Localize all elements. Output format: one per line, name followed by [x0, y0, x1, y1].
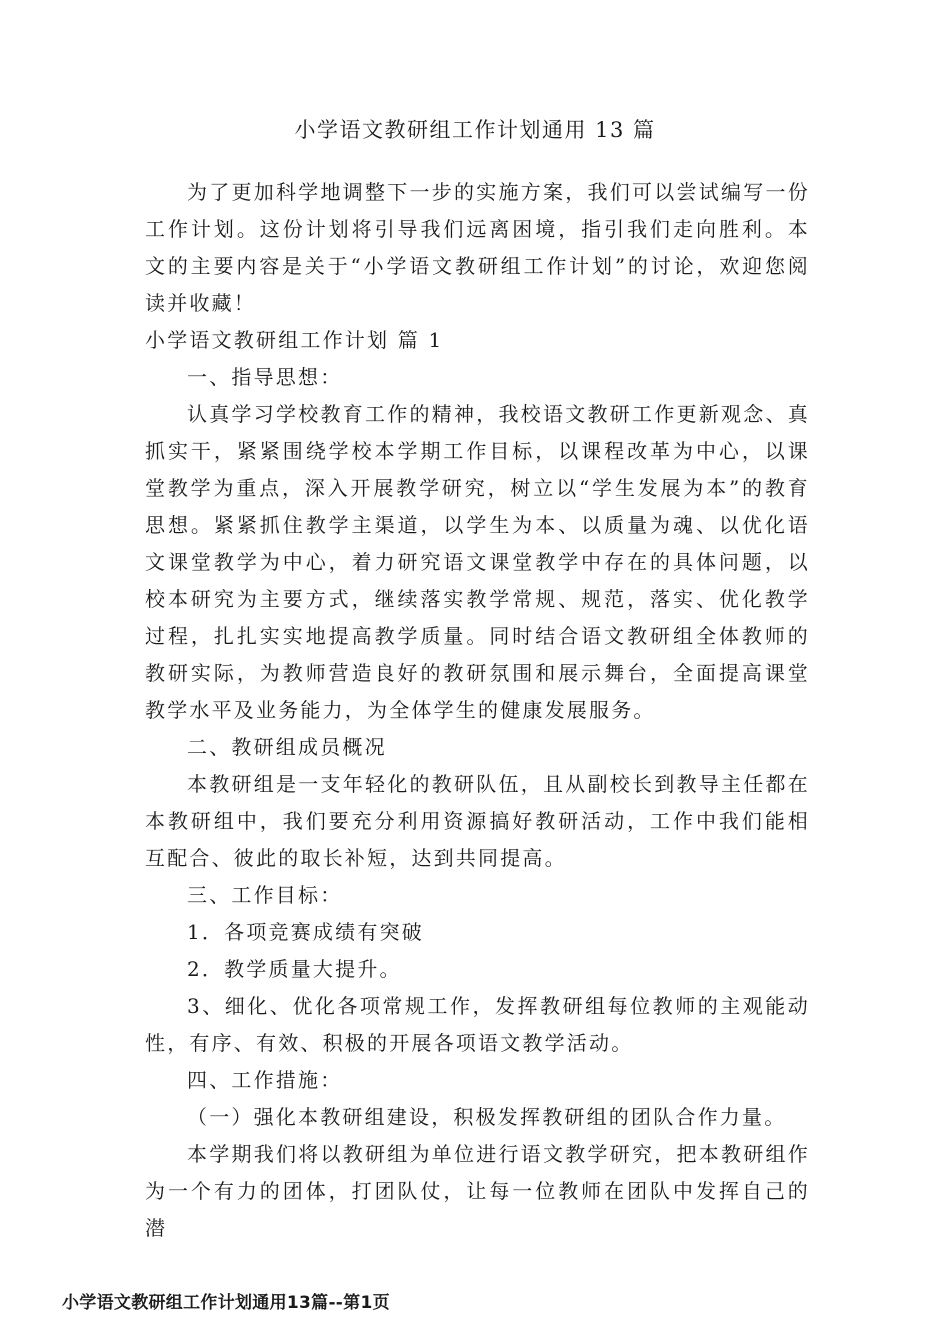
document-body: [145, 174, 810, 1247]
goal-item-1: 1．各项竞赛成绩有突破: [187, 920, 424, 944]
section-title: 小学语文教研组工作计划 篇 1: [145, 328, 444, 352]
intro-paragraph: 为了更加科学地调整下一步的实施方案，我们可以尝试编写一份工作计划。这份计划将引导我们远离困境，指引我们走向胜利。本文的主要内容是关于“小学语文教研组工作计划”的讨论，欢迎您阅读并收藏！: [145, 180, 810, 315]
heading-guiding-ideology: 一、指导思想：: [187, 365, 343, 389]
page-footer: 小学语文教研组工作计划通用13篇--第1页: [62, 1293, 390, 1313]
heading-group-overview: 二、教研组成员概况: [187, 735, 387, 759]
paragraph-guiding-ideology: 认真学习学校教育工作的精神，我校语文教研工作更新观念、真抓实干，紧紧围绕学校本学期工作目标，以课程改革为中心，以课堂教学为重点，深入开展教学研究，树立以“学生发展为本”的教育思想。紧紧抓住教学主渠道，以学生为本、以质量为魂、以优化语文课堂教学为中心，着力研究语文课堂教学中存在的具体问题，以校本研究为主要方式，继续落实教学常规、规范，落实、优化教学过程，扎扎实实地提高教学质量。同时结合语文教研组全体教师的教研实际，为教师营造良好的教研氛围和展示舞台，全面提高课堂教学水平及业务能力，为全体学生的健康发展服务。: [145, 402, 810, 722]
document-title: 小学语文教研组工作计划通用 13 篇: [294, 118, 656, 142]
goal-item-3: 3、细化、优化各项常规工作，发挥教研组每位教师的主观能动性，有序、有效、积极的开展各项语文教学活动。: [145, 994, 810, 1055]
subheading-measure-1: （一）强化本教研组建设，积极发挥教研组的团队合作力量。: [187, 1105, 787, 1129]
paragraph-group-overview: 本教研组是一支年轻化的教研队伍，且从副校长到教导主任都在本教研组中，我们要充分利用资源搞好教研活动，工作中我们能相互配合、彼此的取长补短，达到共同提高。: [145, 772, 810, 870]
heading-work-goals: 三、工作目标：: [187, 883, 343, 907]
heading-work-measures: 四、工作措施：: [187, 1068, 343, 1092]
paragraph-measure-1: 本学期我们将以教研组为单位进行语文教学研究，把本教研组作为一个有力的团体，打团队仗，让每一位教师在团队中发挥自己的潜: [145, 1142, 810, 1240]
goal-item-2: 2．教学质量大提升。: [187, 957, 402, 981]
